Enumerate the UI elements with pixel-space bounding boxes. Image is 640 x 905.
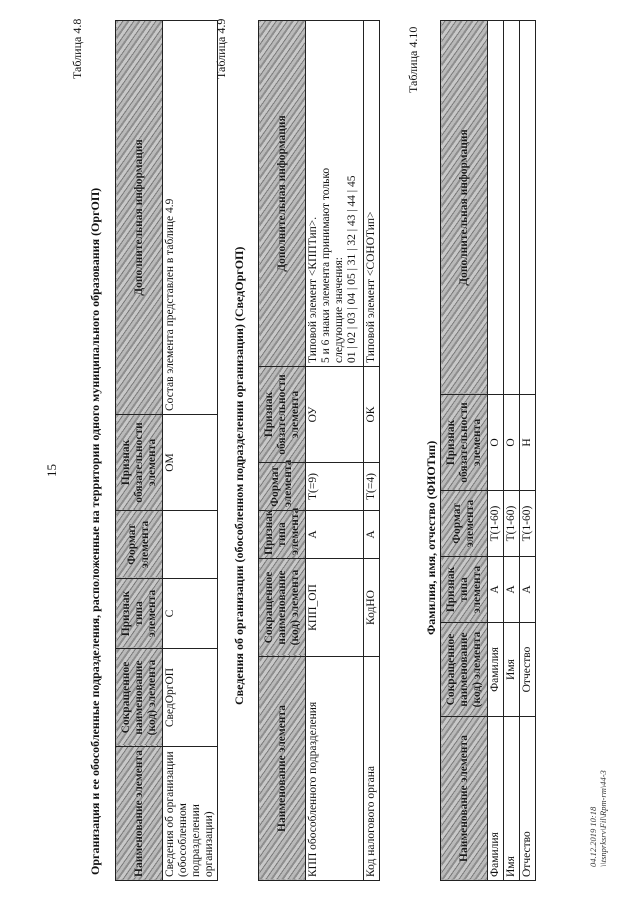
cell-info: [504, 21, 520, 395]
cell-format: Т(1-60): [520, 491, 536, 557]
cell-required: ОУ: [306, 367, 364, 463]
cell-info: Состав элемента представлен в таблице 4.9: [163, 21, 218, 415]
cell-required: ОМ: [163, 415, 218, 511]
table-header-row: [116, 21, 163, 881]
footer-stamp: [588, 770, 608, 867]
cell-required: Н: [520, 395, 536, 491]
cell-code: Имя: [504, 623, 520, 717]
cell-name: КПП обособленного подразделения: [306, 657, 364, 881]
cell-code: КодНО: [364, 559, 380, 657]
table-row: [163, 21, 218, 881]
header-cell: Признак типа элемента: [441, 557, 488, 623]
table-row: [364, 21, 380, 881]
table-header-row: [259, 21, 306, 881]
cell-info: [488, 21, 504, 395]
cell-type: С: [163, 579, 218, 649]
table-row: [306, 21, 364, 881]
header-cell: Формат элемента: [441, 491, 488, 557]
cell-required: О: [488, 395, 504, 491]
info-line: 5 и 6 знаки элемента принимают только: [320, 167, 332, 363]
cell-required: ОК: [364, 367, 380, 463]
table-4-10: [440, 20, 536, 881]
cell-format: Т(=4): [364, 463, 380, 511]
info-line: следующие значения:: [333, 257, 345, 363]
table-row: [488, 21, 504, 881]
cell-info: Типовой элемент <СОНОТип>: [364, 21, 380, 367]
cell-name: Имя: [504, 717, 520, 881]
header-cell: Наименование элемента: [441, 717, 488, 881]
footer-path: \\tsnprksrv\Fil\Rpm-rm\44-3: [598, 770, 608, 867]
cell-name: Фамилия: [488, 717, 504, 881]
cell-info: [306, 21, 364, 367]
table-4-10-title: Фамилия, имя, отчество (ФИОТип): [424, 440, 438, 635]
cell-name: Отчество: [520, 717, 536, 881]
header-cell: Сокращенное наименование (код) элемента: [441, 623, 488, 717]
header-cell: Сокращенное наименование (код) элемента: [116, 649, 163, 747]
header-cell: Признак типа элемента: [116, 579, 163, 649]
table-4-8: [115, 20, 218, 881]
table-row: [504, 21, 520, 881]
header-cell: Признак обязательности элемента: [441, 395, 488, 491]
header-cell: Дополнительная информация: [441, 21, 488, 395]
cell-code: Фамилия: [488, 623, 504, 717]
cell-code: КПП_ОП: [306, 559, 364, 657]
header-cell: Признак типа элемента: [259, 511, 306, 559]
cell-code: СведОргОП: [163, 649, 218, 747]
cell-format: Т(1-60): [504, 491, 520, 557]
table-row: [520, 21, 536, 881]
header-cell: Формат элемента: [116, 511, 163, 579]
header-cell: Дополнительная информация: [116, 21, 163, 415]
table-4-9: [258, 20, 380, 881]
cell-type: А: [364, 511, 380, 559]
page-number: 15: [44, 464, 59, 477]
cell-name: Сведения об организации (обособленном подразделении организации): [163, 747, 218, 881]
header-cell: Признак обязательности элемента: [116, 415, 163, 511]
cell-type: А: [306, 511, 364, 559]
info-line: 01 | 02 | 03 | 04 | 05 | 31 | 32 | 43 | 44 | 45: [346, 175, 358, 363]
header-cell: Сокращенное наименование (код) элемента: [259, 559, 306, 657]
cell-type: А: [488, 557, 504, 623]
table-4-8-caption: Таблица 4.8: [70, 18, 84, 79]
table-4-8-title: Организация и ее обособленные подразделения, расположенные на территории одного муниципального образования (ОргОП): [88, 187, 102, 875]
header-cell: Наименование элемента: [259, 657, 306, 881]
table-4-10-caption: Таблица 4.10: [406, 26, 420, 93]
table-header-row: [441, 21, 488, 881]
table-4-9-caption: Таблица 4.9: [214, 18, 228, 79]
footer-date: 04.12.2019 10:18: [588, 806, 598, 867]
cell-format: Т(=9): [306, 463, 364, 511]
header-cell: Дополнительная информация: [259, 21, 306, 367]
cell-type: А: [520, 557, 536, 623]
cell-type: А: [504, 557, 520, 623]
cell-name: Код налогового органа: [364, 657, 380, 881]
cell-format: [163, 511, 218, 579]
header-cell: Наименование элемента: [116, 747, 163, 881]
cell-info: [520, 21, 536, 395]
info-line: Типовой элемент <КППТип>.: [307, 216, 319, 363]
header-cell: Формат элемента: [259, 463, 306, 511]
cell-code: Отчество: [520, 623, 536, 717]
cell-required: О: [504, 395, 520, 491]
header-cell: Признак обязательности элемента: [259, 367, 306, 463]
table-4-9-title: Сведения об организации (обособленном подразделении организации) (СведОргОП): [232, 246, 246, 705]
cell-format: Т(1-60): [488, 491, 504, 557]
